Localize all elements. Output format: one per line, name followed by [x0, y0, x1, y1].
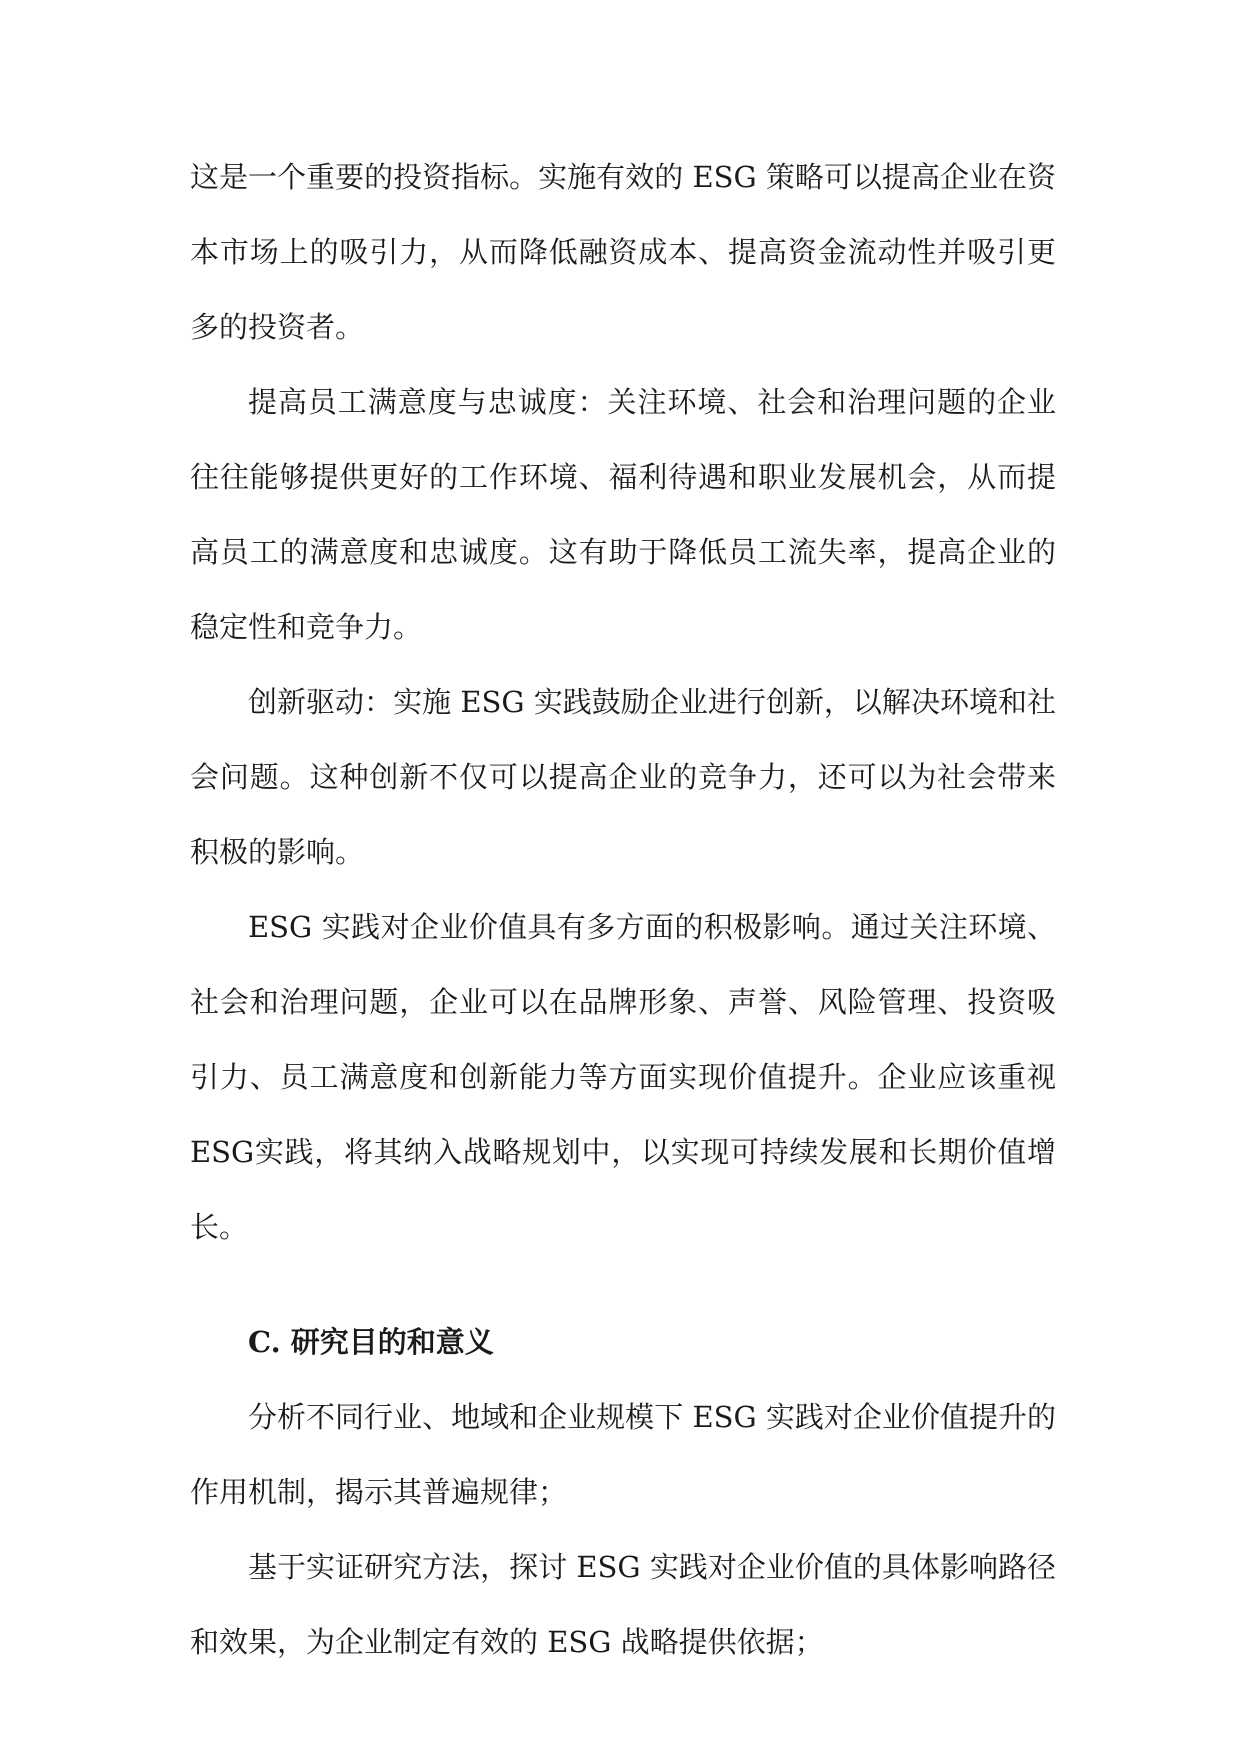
document-page: [190, 140, 1056, 1680]
paragraph-investment-indicator: 这是一个重要的投资指标。实施有效的 ESG 策略可以提高企业在资本市场上的吸引力，从而降低融资成本、提高资金流动性并吸引更多的投资者。: [190, 160, 1056, 344]
paragraph-research-goal-1: 分析不同行业、地域和企业规模下 ESG 实践对企业价值提升的作用机制，揭示其普遍规律；: [190, 1400, 1056, 1509]
section-heading-research-purpose: C. 研究目的和意义: [248, 1325, 494, 1359]
paragraph-esg-summary: ESG 实践对企业价值具有多方面的积极影响。通过关注环境、社会和治理问题，企业可以在品牌形象、声誉、风险管理、投资吸引力、员工满意度和创新能力等方面实现价值提升。企业应该重视ESG实践，将其纳入战略规划中，以实现可持续发展和长期价值增长。: [190, 910, 1056, 1244]
paragraph-innovation-driven: 创新驱动：实施 ESG 实践鼓励企业进行创新，以解决环境和社会问题。这种创新不仅可以提高企业的竞争力，还可以为社会带来积极的影响。: [190, 685, 1056, 869]
paragraph-employee-satisfaction: 提高员工满意度与忠诚度：关注环境、社会和治理问题的企业往往能够提供更好的工作环境、福利待遇和职业发展机会，从而提高员工的满意度和忠诚度。这有助于降低员工流失率，提高企业的稳定性和竞争力。: [190, 385, 1056, 644]
paragraph-research-goal-2: 基于实证研究方法，探讨 ESG 实践对企业价值的具体影响路径和效果，为企业制定有效的 ESG 战略提供依据；: [190, 1550, 1056, 1659]
